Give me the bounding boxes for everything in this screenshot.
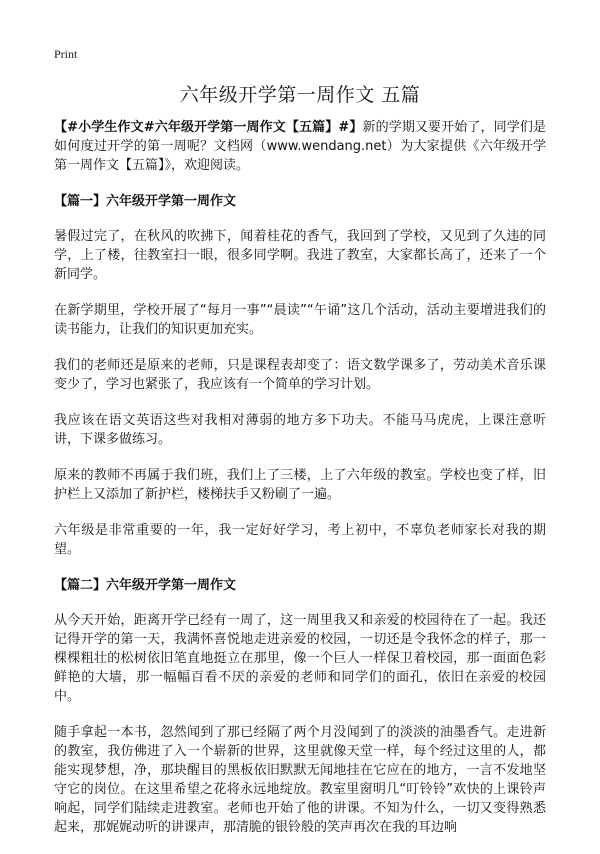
print-label: Print (54, 47, 78, 61)
section1-paragraph: 暑假过完了，在秋风的吹拂下，闻着桂花的香气，我回到了学校，又见到了久违的同学，上了楼，往教室扫一眼，很多同学啊。我进了教室，大家都长高了，还来了一个新同学。 (54, 229, 546, 282)
section2-paragraph: 从今天开始，距离开学已经有一周了，这一周里我又和亲爱的校园待在了一起。我还记得开学的第一天，我满怀喜悦地走进亲爱的校园，一切还是令我怀念的样子，那一棵棵粗壮的松树依旧笔直地挺立在那里，像一个巨人一样保卫着校园，那一面面色彩鲜艳的大墙，那一幅幅百看不厌的亲爱的老师和同学们的面孔，依旧在亲爱的校园中。 (54, 613, 546, 704)
section-heading-1 (54, 192, 546, 211)
section-title-2: 六年级开学第一周作文 (106, 578, 237, 593)
section-title-1: 六年级开学第一周作文 (106, 194, 237, 209)
intro-keywords: 【#小学生作文#六年级开学第一周作文【五篇】#】 (54, 120, 363, 135)
document-title: 六年级开学第一周作文 五篇 (179, 84, 421, 106)
section-tag-1: 【篇一】 (54, 194, 107, 209)
section-tag-2: 【篇二】 (54, 578, 107, 593)
section1-paragraph: 原来的教师不再属于我们班，我们上了三楼，上了六年级的教室。学校也变了样，旧护栏上又添加了新护栏，楼梯扶手又粉刷了一遍。 (54, 468, 546, 502)
section1-paragraph: 六年级是非常重要的一年，我一定好好学习，考上初中，不辜负老师家长对我的期望。 (54, 523, 546, 557)
section2-paragraph: 随手拿起一本书，忽然闻到了那已经隔了两个月没闻到了的淡淡的油墨香气。走进新的教室，我仿佛进了入一个崭新的世界，这里就像天堂一样，每个经过这里的人，都能实现梦想，净，那块醒目的黑板依旧默默无闻地挂在它应在的地方，一言不发地坚守它的岗位。在这里希望之花将永远地绽放。教室里窗明几“叮铃铃”欢快的上课铃声响起，同学们陆续走进教室。老师也开始了他的讲课。不知为什么，一切又变得熟悉起来，那娓娓动听的讲课声，那清脆的银铃般的笑声再次在我的耳边响 (54, 725, 546, 835)
section1-paragraph: 我应该在语文英语这些对我相对薄弱的地方多下功夫。不能马马虎虎，上课注意听讲，下课多做练习。 (54, 413, 546, 447)
section1-paragraph: 在新学期里，学校开展了“每月一事”“晨读”“午诵”这几个活动，活动主要增进我们的读书能力，让我们的知识更加充实。 (54, 303, 546, 337)
section-heading-2 (54, 576, 546, 595)
intro-text: 新的学期又要开始了，同学们是如何度过开学的第一周呢？文档网（www.wendang.net）为大家提供《六年级开学第一周作文【五篇】》，欢迎阅读。 (54, 120, 546, 173)
intro-paragraph (54, 118, 546, 175)
document-body (54, 118, 546, 854)
section1-paragraph: 我们的老师还是原来的老师，只是课程表却变了：语文数学课多了，劳动美术音乐课变少了，学习也紧张了，我应该有一个简单的学习计划。 (54, 358, 546, 392)
